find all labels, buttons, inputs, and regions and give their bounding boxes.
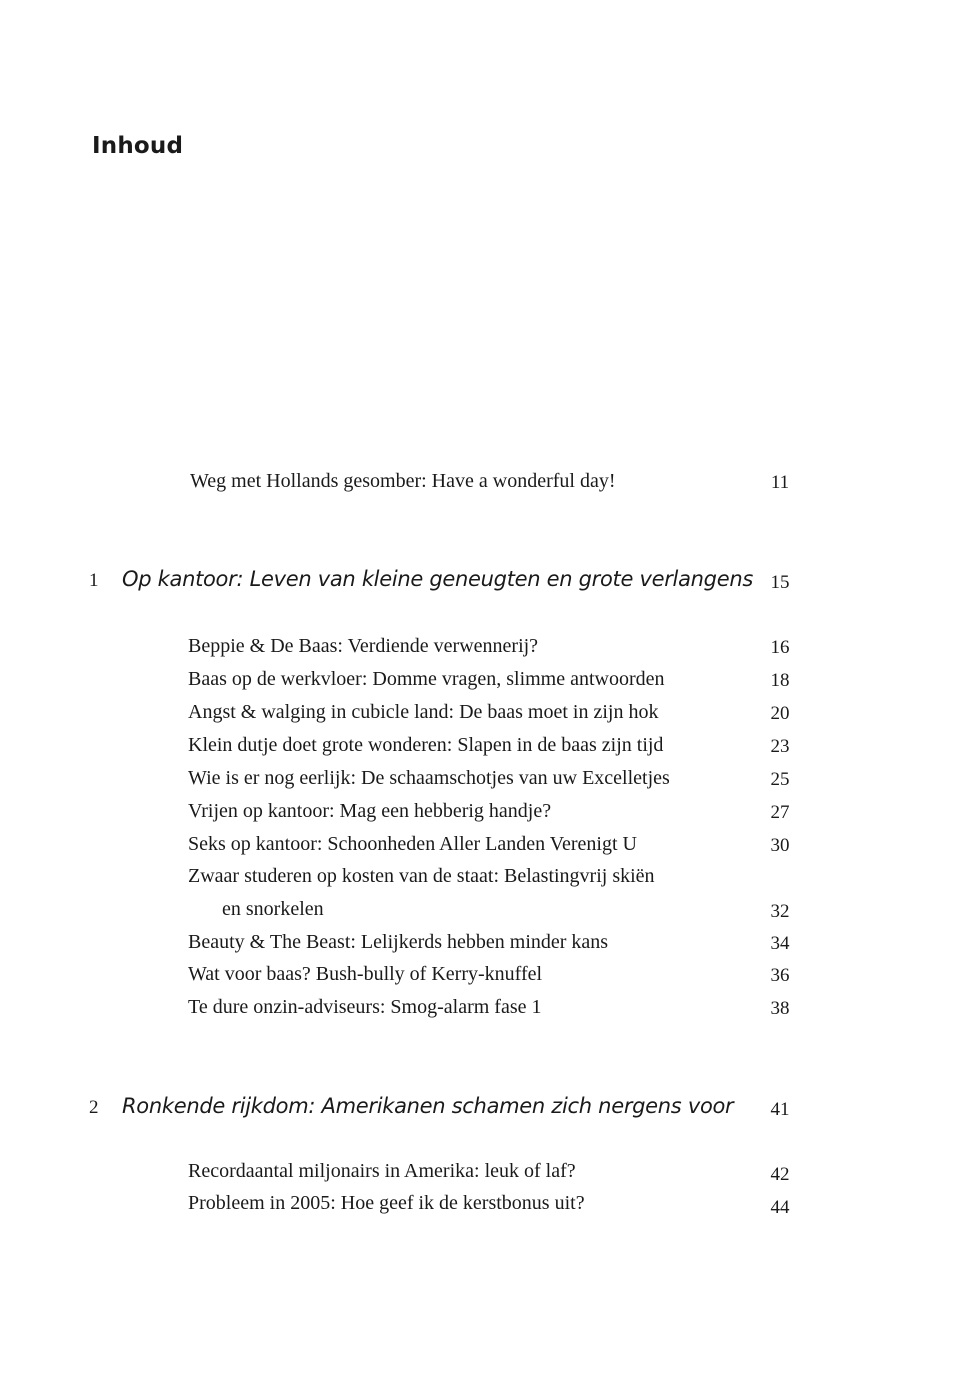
toc-entry-page: 34	[770, 933, 790, 954]
page-title: Inhoud	[92, 133, 184, 159]
toc-intro-title: Weg met Hollands gesomber: Have a wonderful day!	[190, 470, 616, 492]
chapter-page: 15	[770, 572, 790, 593]
toc-entry-title: Probleem in 2005: Hoe geef ik de kerstbonus uit?	[188, 1192, 585, 1214]
toc-entry-title: Wie is er nog eerlijk: De schaamschotjes van uw Excelletjes	[188, 767, 670, 789]
toc-entry-title: Zwaar studeren op kosten van de staat: Belastingvrij skiën	[188, 865, 655, 887]
toc-entry-title: Vrijen op kantoor: Mag een hebberig handje?	[188, 800, 552, 822]
chapter-number: 1	[89, 570, 99, 591]
toc-entry-page: 32	[770, 901, 790, 922]
toc-entry-page: 27	[770, 802, 790, 823]
toc-entry-page: 23	[770, 736, 790, 757]
toc-intro-page: 11	[770, 472, 790, 493]
toc-entry-page: 36	[770, 965, 790, 986]
toc-entry-title: Te dure onzin-adviseurs: Smog-alarm fase 1	[188, 996, 542, 1018]
toc-entry-title-continued: en snorkelen	[222, 898, 324, 920]
toc-entry-title: Baas op de werkvloer: Domme vragen, slimme antwoorden	[188, 668, 665, 690]
toc-entry-page: 25	[770, 769, 790, 790]
toc-entry-page: 44	[770, 1197, 790, 1218]
toc-entry-page: 30	[770, 835, 790, 856]
toc-entry-title: Wat voor baas? Bush-bully of Kerry-knuffel	[188, 963, 543, 985]
toc-entry-title: Beppie & De Baas: Verdiende verwennerij?	[188, 635, 539, 657]
toc-entry-page: 38	[770, 998, 790, 1019]
toc-entry-page: 16	[770, 637, 790, 658]
toc-entry-title: Klein dutje doet grote wonderen: Slapen in de baas zijn tijd	[188, 734, 664, 756]
toc-entry-title: Seks op kantoor: Schoonheden Aller Landen Verenigt U	[188, 833, 637, 855]
toc-entry-title: Beauty & The Beast: Lelijkerds hebben minder kans	[188, 931, 609, 953]
chapter-title: Op kantoor: Leven van kleine geneugten en grote verlangens	[122, 567, 753, 591]
chapter-title: Ronkende rijkdom: Amerikanen schamen zich nergens voor	[122, 1094, 734, 1118]
toc-entry-page: 20	[770, 703, 790, 724]
toc-entry-page: 18	[770, 670, 790, 691]
toc-entry-page: 42	[770, 1164, 790, 1185]
chapter-number: 2	[89, 1097, 99, 1118]
toc-entry-title: Angst & walging in cubicle land: De baas moet in zijn hok	[188, 701, 659, 723]
chapter-page: 41	[770, 1099, 790, 1120]
toc-entry-title: Recordaantal miljonairs in Amerika: leuk of laf?	[188, 1160, 576, 1182]
